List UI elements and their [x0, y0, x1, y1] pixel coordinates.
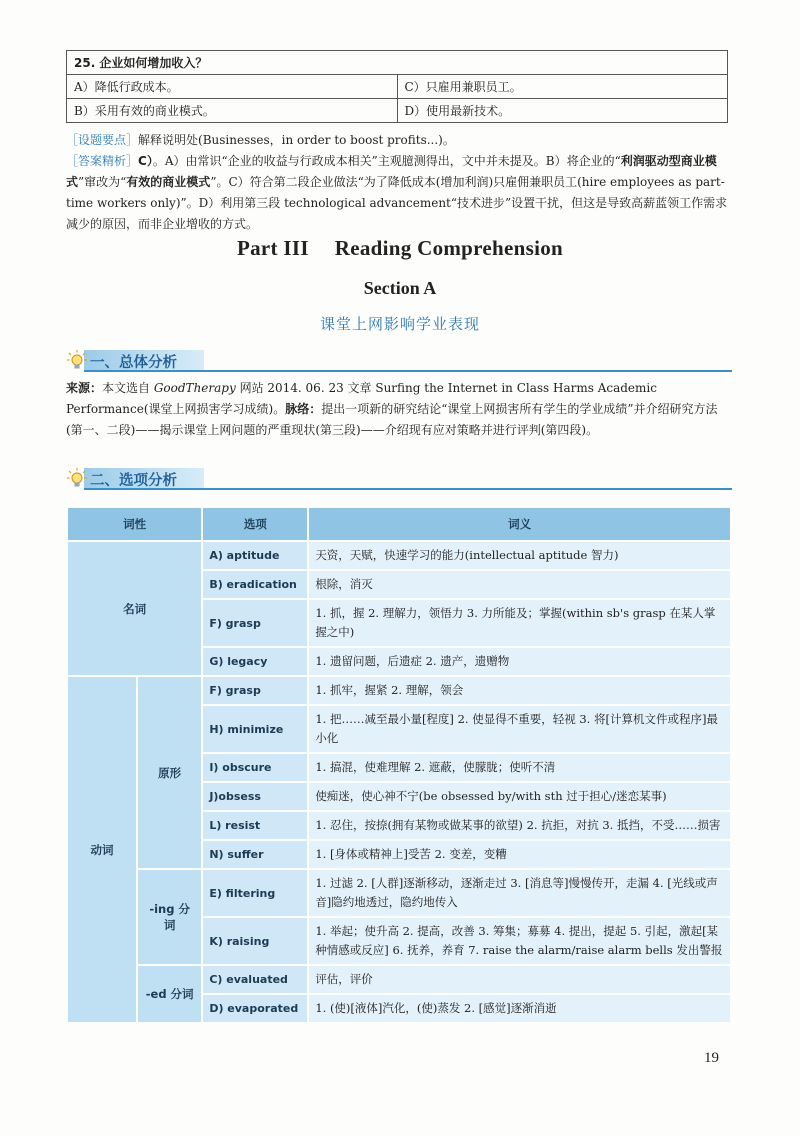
key-point — [66, 130, 732, 151]
key-point-text: 解释说明处(Businesses，in order to boost profits...)。 — [138, 133, 455, 147]
header-option: 选项 — [203, 508, 307, 540]
part-title-name: Reading Comprehension — [334, 236, 563, 260]
vocab-meaning: 1. 抓，握 2. 理解力，领悟力 3. 力所能及；掌握(within sb's grasp 在某人掌握之中) — [309, 600, 730, 646]
page-number: 19 — [704, 1050, 719, 1066]
part-title — [0, 236, 800, 261]
source-site: GoodTherapy — [153, 381, 236, 395]
source-pre: 本文选自 — [102, 381, 154, 395]
vocab-word: C) evaluated — [203, 966, 307, 993]
section-header-overall — [66, 348, 732, 372]
option-d: D）使用最新技术。 — [397, 99, 728, 123]
source-post: 网站 2014. 06. 23 文章 Surfing the Internet in Class Harms Academic Performance(课堂上网损害学习成绩)。 — [66, 381, 657, 416]
header-pos: 词性 — [68, 508, 201, 540]
vocab-word: L) resist — [203, 812, 307, 839]
question-title: 25. 企业如何增加收入？ — [67, 51, 728, 75]
part-title-number: Part III — [236, 236, 309, 260]
lightbulb-icon — [66, 349, 88, 371]
vocab-word: H) minimize — [203, 706, 307, 752]
question-table — [66, 50, 728, 123]
vocab-word: F) grasp — [203, 600, 307, 646]
overall-analysis — [66, 378, 732, 441]
form-ed: -ed 分词 — [138, 966, 201, 1022]
answer-mid: ”窜改为“ — [78, 175, 127, 189]
header-meaning: 词义 — [309, 508, 730, 540]
vocab-meaning: 1. 遗留问题，后遗症 2. 遗产，遗赠物 — [309, 648, 730, 675]
pos-noun: 名词 — [68, 542, 201, 675]
vocab-word: N) suffer — [203, 841, 307, 868]
vocab-word: J)obsess — [203, 783, 307, 810]
vocab-meaning: 使痴迷，使心神不宁(be obsessed by/with sth 过于担心/迷恋某事) — [309, 783, 730, 810]
option-a: A）降低行政成本。 — [67, 75, 398, 99]
answer-letter: C） — [138, 154, 153, 168]
vocab-meaning: 1. 抓牢，握紧 2. 理解，领会 — [309, 677, 730, 704]
vocab-meaning: 1. 举起；使升高 2. 提高，改善 3. 筹集；募募 4. 提出，提起 5. 引起，激起[某种情感或反应] 6. 抚养，养育 7. raise the alarm/raise alarm bells 发出警报 — [309, 918, 730, 964]
context-text: 提出一项新的研究结论“课堂上网损害所有学生的学业成绩”并介绍研究方法(第一、二段)——揭示课堂上网问题的严重现状(第三段)——介绍现有应对策略并进行评判(第四段)。 — [66, 402, 718, 437]
vocab-meaning: 1. [身体或精神上]受苦 2. 变差，变糟 — [309, 841, 730, 868]
answer-tag: ［答案精析］ — [66, 154, 139, 168]
form-base: 原形 — [138, 677, 201, 868]
option-c: C）只雇用兼职员工。 — [397, 75, 728, 99]
lightbulb-icon — [66, 467, 88, 489]
vocab-meaning: 1. 过滤 2. [人群]逐渐移动，逐渐走过 3. [消息等]慢慢传开，走漏 4. [光线或声音]隐约地透过，隐约地传入 — [309, 870, 730, 916]
section-header-options-text: 二、选项分析 — [90, 473, 177, 489]
vocab-word: E) filtering — [203, 870, 307, 916]
form-ing: -ing 分词 — [138, 870, 201, 964]
vocabulary-table — [66, 506, 732, 1024]
vocab-word: B) eradication — [203, 571, 307, 598]
source-label: 来源： — [66, 381, 103, 395]
article-title: 课堂上网影响学业表现 — [319, 315, 480, 333]
answer-a-text: 。A）由常识“企业的收益与行政成本相关”主观臆测得出，文中并未提及。B）将企业的“ — [152, 154, 621, 168]
vocab-word: G) legacy — [203, 648, 307, 675]
vocab-meaning: 1. (使)[液体]汽化，(使)蒸发 2. [感觉]逐渐消逝 — [309, 995, 730, 1022]
key-point-tag: ［设题要点］ — [66, 133, 139, 147]
vocab-meaning: 根除，消灭 — [309, 571, 730, 598]
answer-bold-1: 利润驱动型商业模式 — [66, 154, 717, 189]
context-label: 脉络： — [285, 402, 322, 416]
vocab-meaning: 1. 忍住，按捺(拥有某物或做某事的欲望) 2. 抗拒，对抗 3. 抵挡，不受……损害 — [309, 812, 730, 839]
pos-verb: 动词 — [68, 677, 136, 1022]
vocab-meaning: 1. 把……减至最小量[程度] 2. 使显得不重要，轻视 3. 将[计算机文件或程序]最小化 — [309, 706, 730, 752]
vocab-meaning: 评估，评价 — [309, 966, 730, 993]
answer-bold-2: 有效的商业模式 — [126, 175, 211, 189]
vocab-word: D) evaporated — [203, 995, 307, 1022]
section-header-overall-text: 一、总体分析 — [90, 355, 177, 371]
vocab-meaning: 天资，天赋，快速学习的能力(intellectual aptitude 智力) — [309, 542, 730, 569]
answer-analysis — [66, 151, 732, 235]
vocab-word: A) aptitude — [203, 542, 307, 569]
vocab-word: K) raising — [203, 918, 307, 964]
option-b: B）采用有效的商业模式。 — [67, 99, 398, 123]
vocab-meaning: 1. 搞混，使难理解 2. 遮蔽，使朦胧；使听不清 — [309, 754, 730, 781]
vocab-word: I) obscure — [203, 754, 307, 781]
vocab-word: F) grasp — [203, 677, 307, 704]
answer-rest: ”。C）符合第二段企业做法“为了降低成本(增加利润)只雇佣兼职员工(hire employees as part-time workers only)”。D）利用第三段 technological advancement“技术进步”设置干扰，但这是导致高薪蓝领工作需求减少的原因，而非企业增收的方式。 — [66, 175, 728, 231]
section-header-options — [66, 466, 732, 490]
section-title: Section A — [363, 278, 437, 298]
